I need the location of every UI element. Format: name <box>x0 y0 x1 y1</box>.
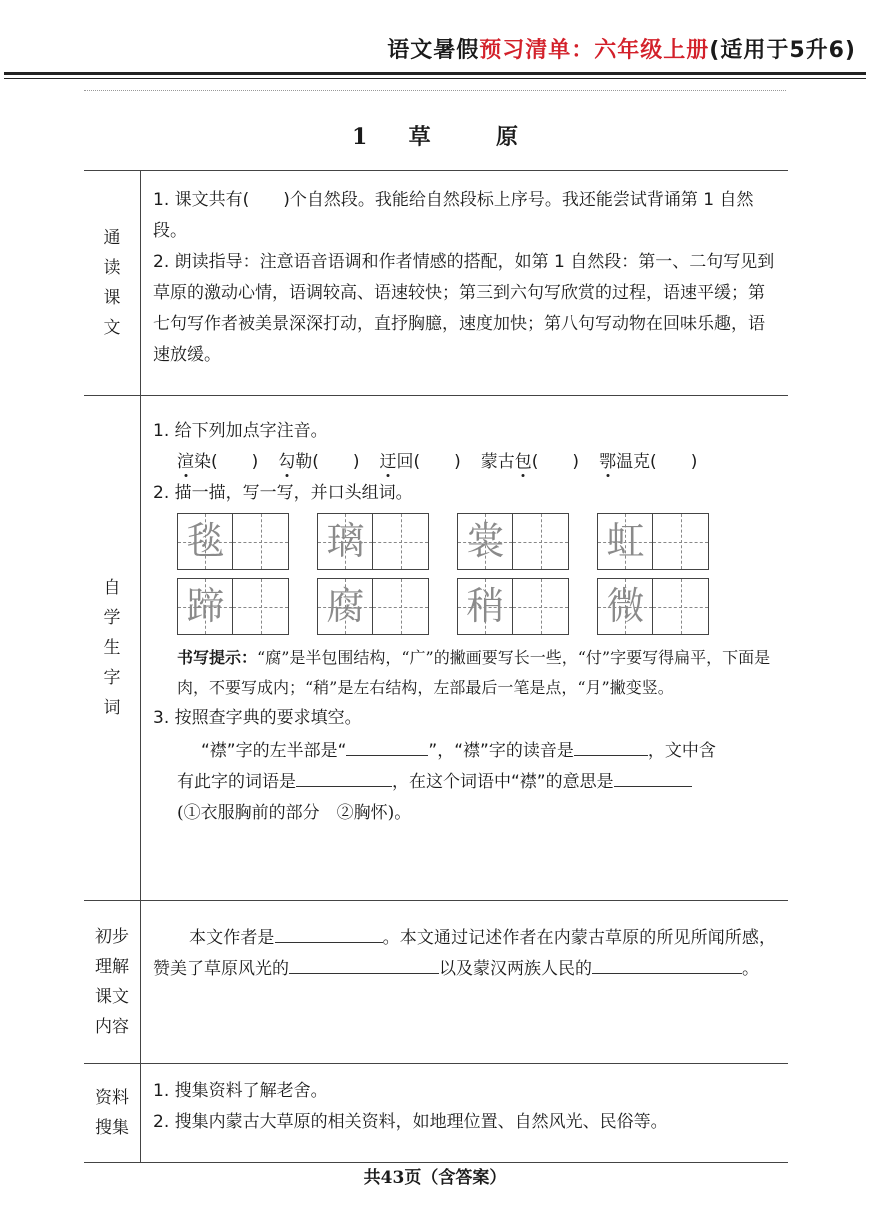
py-post: 染( ) <box>194 452 259 472</box>
page-footer: 共43页（含答案） <box>363 1168 507 1188</box>
header-part3: (适用于5升6) <box>709 38 856 63</box>
trace-char: 蹄 <box>186 584 225 628</box>
header-rule-thin <box>4 78 866 79</box>
label-line: 课文 <box>95 987 129 1007</box>
r1-item-1: 1. 课文共有( )个自然段。我能给自然段标上序号。我还能尝试背诵第 1 自然段。 <box>153 190 754 241</box>
blank-reading[interactable] <box>574 738 648 756</box>
hint-label: 书写提示： <box>177 648 258 667</box>
lesson-char-2: 原 <box>496 124 519 150</box>
label-char: 读 <box>103 258 121 278</box>
row-collect <box>84 1064 788 1163</box>
label-char: 词 <box>103 698 121 718</box>
label-char: 字 <box>103 668 121 688</box>
pinyin-row <box>153 447 776 478</box>
char-grid[interactable] <box>177 578 289 635</box>
label-char: 自 <box>103 578 121 598</box>
label-line: 初步 <box>95 927 129 947</box>
char-grid[interactable] <box>457 513 569 570</box>
py-dotted-char: 包 <box>514 452 532 472</box>
r3-seg: 。 <box>742 959 759 979</box>
r3-paragraph <box>153 923 776 985</box>
py-post: 回( ) <box>396 452 461 472</box>
label-char: 文 <box>103 318 121 338</box>
row2-content <box>141 396 789 901</box>
trace-char: 腐 <box>326 584 365 628</box>
row3-label <box>84 901 141 1064</box>
q3-seg: ，在这个词语中“襟”的意思是 <box>392 772 614 792</box>
row-understand <box>84 901 788 1064</box>
q3-seg: ”，“襟”字的读音是 <box>428 741 574 761</box>
blank-scenery[interactable] <box>289 956 439 974</box>
label-line: 搜集 <box>95 1118 129 1138</box>
preview-table <box>84 170 788 1163</box>
row1-label <box>84 171 141 396</box>
q3-options: (①衣服胸前的部分 ②胸怀)。 <box>177 803 412 823</box>
header-banner <box>0 0 870 84</box>
trace-char: 虹 <box>606 519 645 563</box>
trace-char: 微 <box>606 584 645 628</box>
header-part1: 语文暑假 <box>387 38 480 63</box>
dotted-divider <box>84 90 786 91</box>
label-char: 通 <box>103 228 121 248</box>
pinyin-item[interactable] <box>177 447 258 478</box>
blank-author[interactable] <box>275 925 383 943</box>
r1-item-2: 2. 朗读指导：注意语音语调和作者情感的搭配，如第 1 自然段：第一、二句写见到草原的激动心情，语调较高、语速较快；第三到六句写欣赏的过程，语速平缓；第七句写作者被美景深深打动，直抒胸臆，速度加快；第八句写动物在回味乐趣，语速放缓。 <box>153 252 775 365</box>
char-grid-row-2 <box>177 578 776 635</box>
q1-text: 1. 给下列加点字注音。 <box>153 421 328 441</box>
py-dotted-char: 鄂 <box>599 452 617 472</box>
pinyin-item[interactable] <box>481 447 579 478</box>
py-dotted-char: 渲 <box>177 452 194 472</box>
py-dotted-char: 迂 <box>379 452 397 472</box>
q3-line-2 <box>153 767 776 798</box>
pinyin-item[interactable] <box>599 447 697 478</box>
pinyin-item[interactable] <box>380 447 461 478</box>
header-title <box>387 33 856 64</box>
q3-seg: 有此字的词语是 <box>177 772 296 792</box>
header-part2: 预习清单：六年级上册 <box>479 38 710 63</box>
trace-char: 毯 <box>186 519 225 563</box>
r3-seg: 。本文通过记述作者在内蒙古草原的所见所闻所感，赞美了草原风光的 <box>153 928 777 979</box>
r3-seg: 以及蒙汉两族人民的 <box>439 959 592 979</box>
row2-label <box>84 396 141 901</box>
lesson-number: 1 <box>351 124 368 150</box>
label-char: 生 <box>103 638 121 658</box>
label-char: 学 <box>103 608 121 628</box>
r4-item-2: 2. 搜集内蒙古大草原的相关资料，如地理位置、自然风光、民俗等。 <box>153 1112 668 1132</box>
hint-text: “腐”是半包围结构，“广”的撇画要写长一些，“付”字要写得扁平，下面是肉，不要写成内；“稍”是左右结构，左部最后一笔是点，“月”撇变竖。 <box>177 648 771 697</box>
q3-seg: ，文中含 <box>647 741 716 761</box>
q3-seg: “襟”字的左半部是“ <box>201 741 347 761</box>
row1-content <box>141 171 789 396</box>
row-self-study <box>84 396 788 901</box>
blank-friendship[interactable] <box>592 956 742 974</box>
row4-label <box>84 1064 141 1163</box>
char-grid[interactable] <box>597 513 709 570</box>
py-post: 温克( ) <box>616 452 698 472</box>
header-rule-thick <box>4 72 866 75</box>
q2-text: 2. 描一描，写一写，并口头组词。 <box>153 483 413 503</box>
trace-char: 裳 <box>466 519 505 563</box>
blank-word[interactable] <box>296 769 392 787</box>
char-grid[interactable] <box>177 513 289 570</box>
py-pre: 蒙古 <box>480 452 515 472</box>
r3-seg: 本文作者是 <box>189 928 275 948</box>
row-read-text <box>84 171 788 396</box>
row3-content <box>141 901 789 1064</box>
label-line: 资料 <box>95 1088 129 1108</box>
row4-content <box>141 1064 789 1163</box>
trace-char: 稍 <box>466 584 505 628</box>
char-grid[interactable] <box>457 578 569 635</box>
blank-radical[interactable] <box>346 738 428 756</box>
char-grid-row-1 <box>177 513 776 570</box>
char-grid[interactable] <box>317 578 429 635</box>
char-grid[interactable] <box>597 578 709 635</box>
lesson-char-1: 草 <box>408 124 431 150</box>
label-line: 内容 <box>95 1017 129 1037</box>
char-grid[interactable] <box>317 513 429 570</box>
r4-item-1: 1. 搜集资料了解老舍。 <box>153 1081 328 1101</box>
trace-char: 璃 <box>326 519 365 563</box>
q3-line-1 <box>153 736 776 767</box>
blank-meaning[interactable] <box>614 769 692 787</box>
label-char: 课 <box>103 288 121 308</box>
pinyin-item[interactable] <box>278 447 359 478</box>
lesson-title <box>84 120 786 151</box>
writing-hint <box>177 643 776 703</box>
py-post: ( ) <box>531 452 580 472</box>
py-post: 勒( ) <box>295 452 360 472</box>
q3-text: 3. 按照查字典的要求填空。 <box>153 708 362 728</box>
label-line: 理解 <box>95 957 129 977</box>
py-dotted-char: 勾 <box>278 452 296 472</box>
